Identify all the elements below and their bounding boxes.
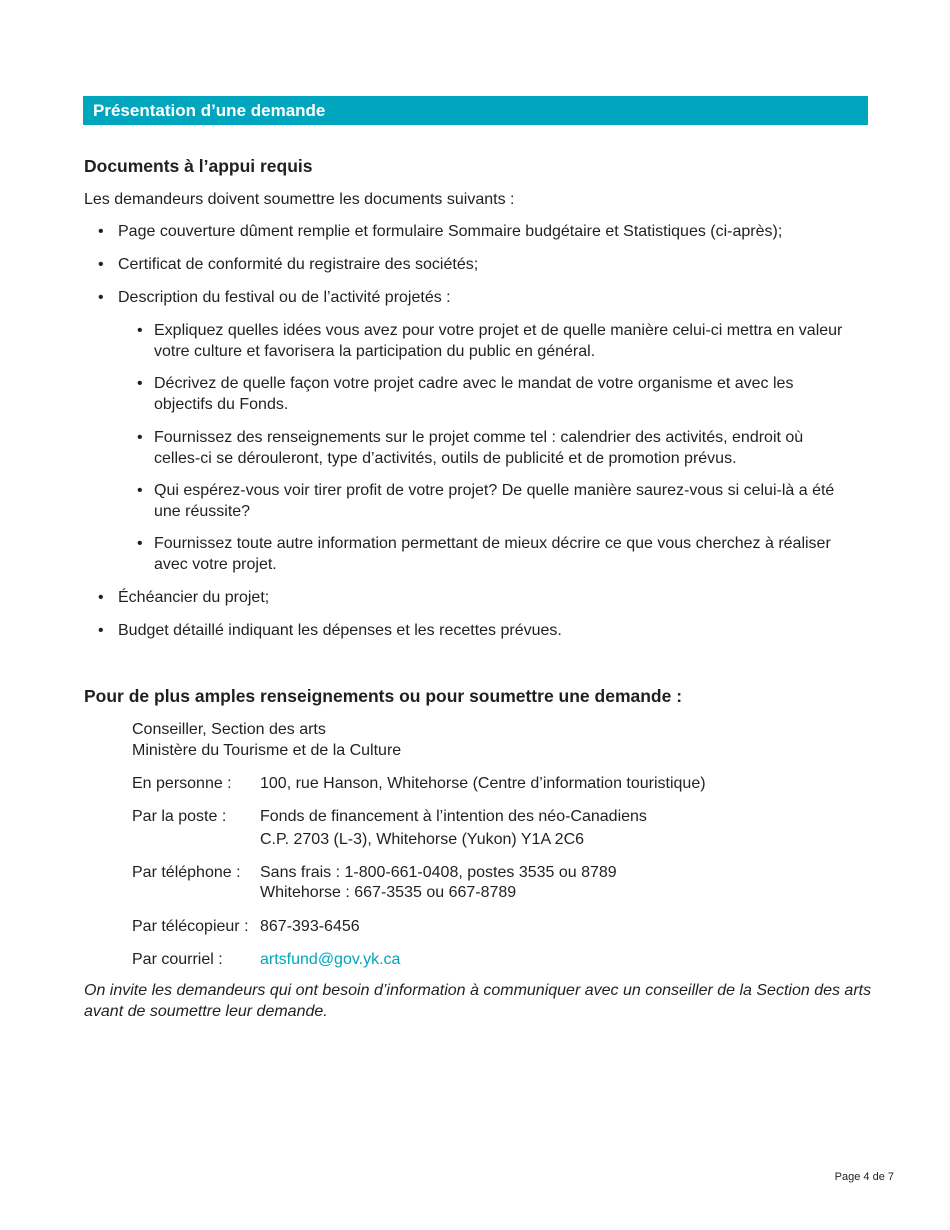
sub-list-item (137, 534, 852, 575)
sub-list-item-text: Fournissez toute autre information permettant de mieux décrire ce que vous cherchez à réaliser avec votre projet. (154, 535, 831, 573)
bullet-icon: • (98, 223, 104, 240)
sub-list-item (137, 481, 852, 522)
list-item (98, 255, 858, 276)
list-item-text: Échéancier du projet; (118, 589, 270, 606)
bullet-icon: • (137, 375, 143, 392)
sub-list-item-text: Expliquez quelles idées vous avez pour votre projet et de quelle manière celui-ci mettra en valeur votre culture et favorisera la participation du public en général. (154, 322, 843, 360)
sub-list-item (137, 374, 852, 415)
sub-list-item-text: Fournissez des renseignements sur le projet comme tel : calendrier des activités, endroit où celles-ci se dérouleront, type d’activités, outils de publicité et de promotion prévus. (154, 429, 804, 467)
documents-intro: Les demandeurs doivent soumettre les documents suivants : (84, 191, 515, 208)
email-value-wrap (260, 949, 860, 970)
bullet-icon: • (137, 535, 143, 552)
list-item (98, 621, 858, 642)
sub-list-item-text: Décrivez de quelle façon votre projet cadre avec le mandat de votre organisme et avec les objectifs du Fonds. (154, 375, 794, 413)
sub-list-item (137, 321, 852, 362)
bullet-icon: • (137, 322, 143, 339)
bullet-icon: • (98, 256, 104, 273)
fax-label: Par télécopieur : (132, 918, 249, 935)
bullet-icon: • (137, 482, 143, 499)
bullet-icon: • (98, 289, 104, 306)
list-item (98, 288, 858, 309)
bullet-icon: • (98, 622, 104, 639)
sub-list-item-text: Qui espérez-vous voir tirer profit de votre projet? De quelle manière saurez-vous si celui-là a été une réussite? (154, 482, 835, 520)
mail-line2: C.P. 2703 (L-3), Whitehorse (Yukon) Y1A 2C6 (260, 831, 585, 848)
contact-office-line1: Conseiller, Section des arts (132, 721, 326, 738)
bullet-icon: • (98, 589, 104, 606)
contact-heading: Pour de plus amples renseignements ou pour soumettre une demande : (84, 686, 683, 706)
section-banner: Présentation d’une demande (83, 96, 868, 125)
bullet-icon: • (137, 429, 143, 446)
list-item-text: Description du festival ou de l’activité projetés : (118, 289, 451, 306)
email-link[interactable]: artsfund@gov.yk.ca (260, 951, 401, 968)
phone-line2: Whitehorse : 667-3535 ou 667-8789 (260, 884, 517, 901)
contact-office-line2: Ministère du Tourisme et de la Culture (132, 742, 402, 759)
list-item-text: Page couverture dûment remplie et formulaire Sommaire budgétaire et Statistiques (ci-après); (118, 223, 783, 240)
page-number: Page 4 de 7 (834, 1171, 894, 1183)
list-item (98, 588, 858, 609)
mail-label: Par la poste : (132, 808, 227, 825)
mail-line1: Fonds de financement à l’intention des néo-Canadiens (260, 808, 647, 825)
list-item-text: Certificat de conformité du registraire des sociétés; (118, 256, 479, 273)
advisory-note: On invite les demandeurs qui ont besoin d’information à communiquer avec un conseiller de la Section des arts avant de soumettre leur demande. (84, 982, 872, 1020)
phone-label: Par téléphone : (132, 864, 241, 881)
in-person-label: En personne : (132, 775, 232, 792)
phone-line1: Sans frais : 1-800-661-0408, postes 3535 ou 8789 (260, 864, 617, 881)
list-item (98, 222, 858, 243)
email-label: Par courriel : (132, 951, 223, 968)
documents-heading: Documents à l’appui requis (84, 156, 313, 176)
fax-value: 867-393-6456 (260, 918, 360, 935)
in-person-value: 100, rue Hanson, Whitehorse (Centre d’information touristique) (260, 775, 706, 792)
sub-list-item (137, 428, 852, 469)
list-item-text: Budget détaillé indiquant les dépenses et les recettes prévues. (118, 622, 562, 639)
